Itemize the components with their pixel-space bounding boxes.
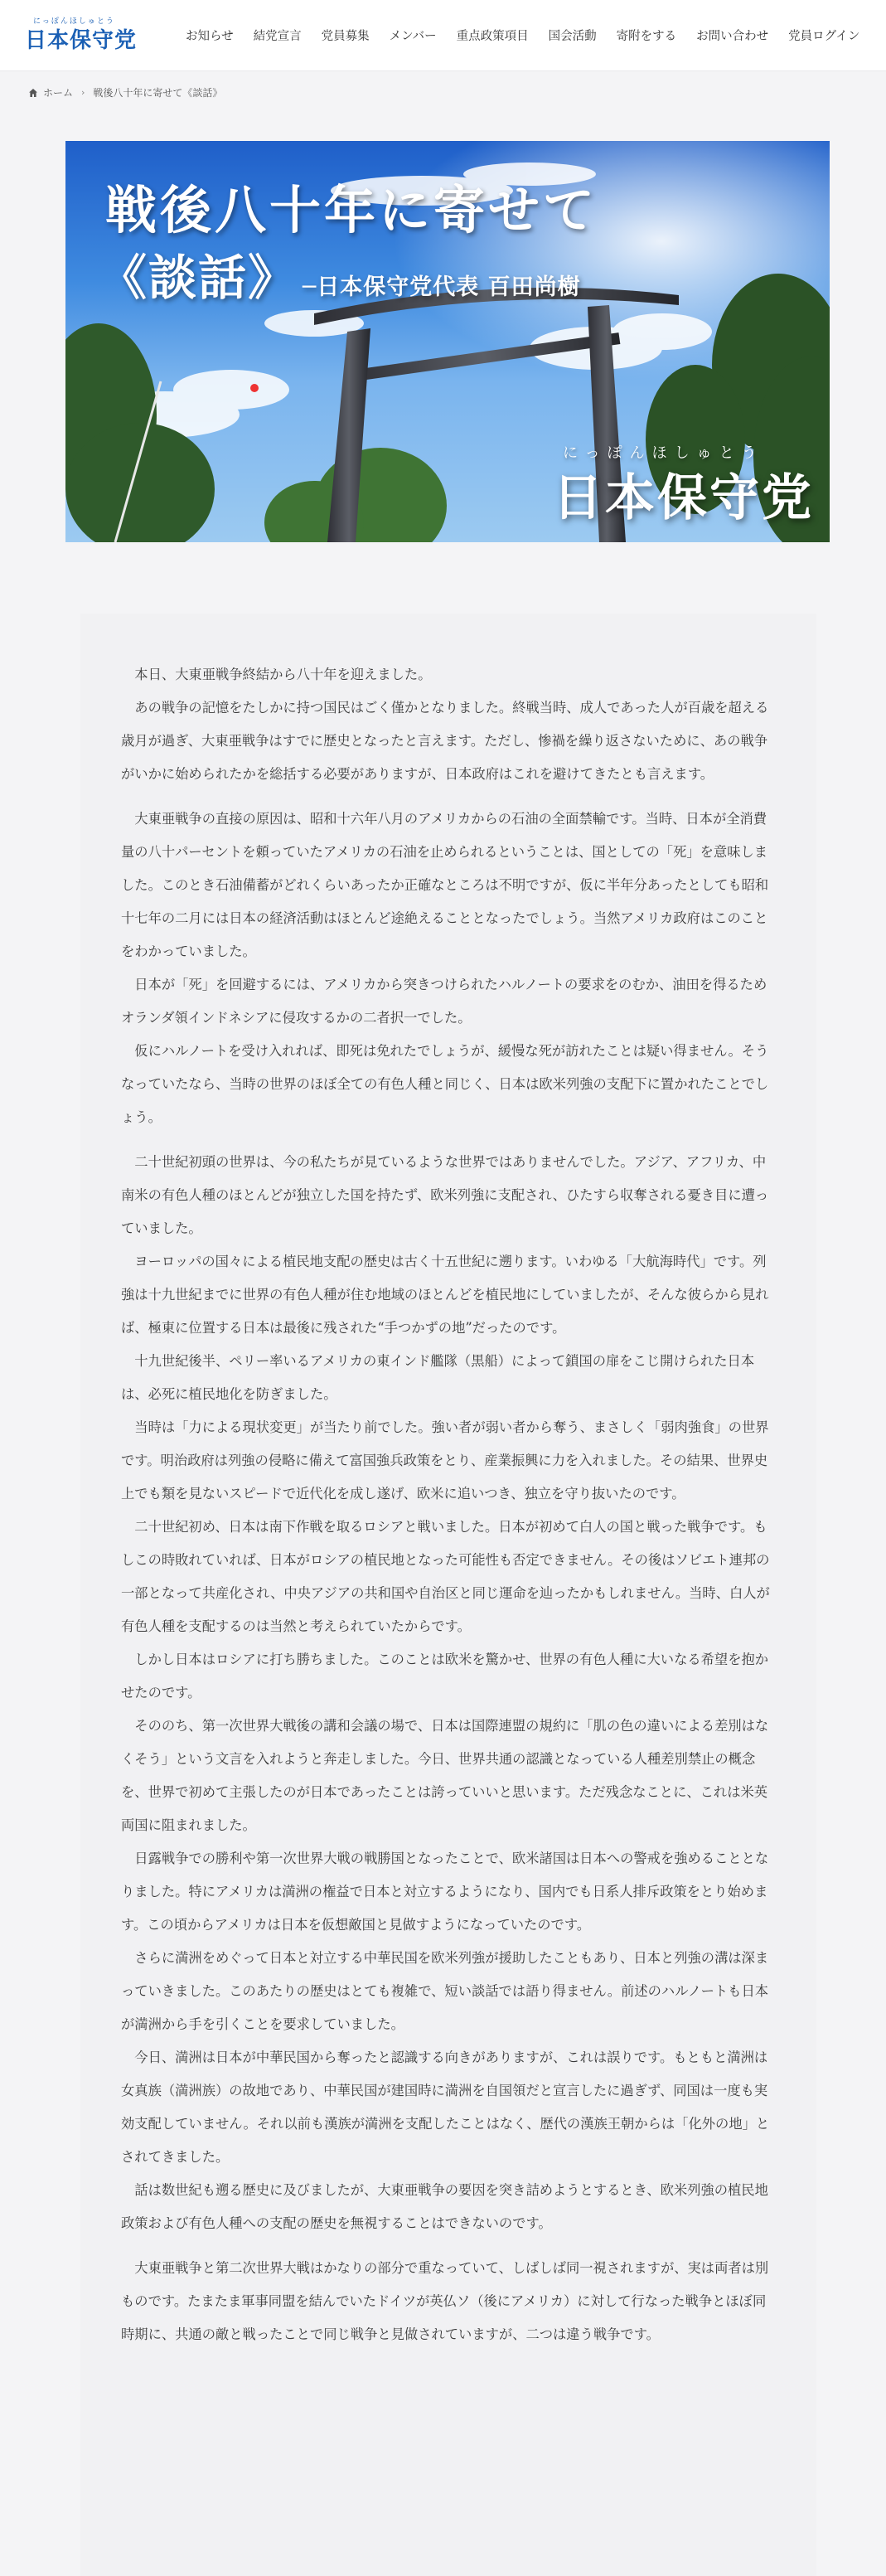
- paragraph-gap: [121, 2240, 776, 2252]
- hero-subtitle: [99, 239, 581, 308]
- article-paragraph: 大東亜戦争の直接の原因は、昭和十六年八月のアメリカからの石油の全面禁輸です。当時、日本が全消費量の八十パーセントを頼っていたアメリカの石油を止められるということは、国としての「死」を意味しました。このとき石油備蓄がどれくらいあったか正確なところは不明ですが、仮に半年分あったとしても昭和十七年の二月には日本の経済活動はほとんど途絶えることとなったでしょう。当然アメリカ政府はこのことをわかっていました。: [121, 811, 769, 959]
- nav-item-diet[interactable]: 国会活動: [548, 30, 597, 43]
- chevron-right-icon: ›: [81, 87, 85, 98]
- article-container: [80, 614, 816, 2576]
- breadcrumb: [28, 85, 222, 99]
- hero-subtitle-author: ─日本保守党代表 百田尚樹: [303, 274, 581, 300]
- article-paragraph: 今日、満洲は日本が中華民国から奪ったと認識する向きがありますが、これは誤りです。もともと満洲は女真族（満洲族）の故地であり、中華民国が建国時に満洲を自国領だと宣言したに過ぎず、同国は一度も実効支配していません。それ以前も漢族が満洲を支配したことはなく、歴代の漢族王朝からは「化外の地」とされてきました。: [121, 2050, 770, 2165]
- logo-text: 日本保守党: [25, 28, 138, 53]
- hero-brand: 日本保守党: [553, 469, 814, 527]
- hero-brand-ruby: にっぽんほしゅとう: [563, 444, 764, 462]
- hero-title: 戦後八十年に寄せて: [105, 180, 598, 240]
- article-paragraph: 大東亜戦争と第二次世界大戦はかなりの部分で重なっていて、しばしば同一視されますが、実は両者は別ものです。たまたま軍事同盟を結んでいたドイツが英仏ソ（後にアメリカ）に対して行なった戦争とほぼ同時期に、共通の敵と戦ったことで同じ戦争と見做されていますが、二つは違う戦争です。: [121, 2260, 769, 2342]
- nav-item-news[interactable]: お知らせ: [186, 30, 234, 43]
- article-paragraph: 本日、大東亜戦争終結から八十年を迎えました。: [134, 667, 432, 682]
- breadcrumb-home[interactable]: ホーム: [43, 87, 74, 99]
- main-nav: [176, 27, 869, 44]
- article-paragraph: さらに満洲をめぐって日本と対立する中華民国を欧米列強が援助したこともあり、日本と列強の溝は深まっていきました。このあたりの歴史はとても複雑で、短い談話では語り得ません。前述のハルノートも日本が満洲から手を引くことを要求していました。: [121, 1950, 769, 2032]
- breadcrumb-current: 戦後八十年に寄せて《談話》: [93, 87, 223, 99]
- hero-banner: [65, 141, 830, 542]
- nav-item-login[interactable]: 党員ログイン: [788, 30, 860, 43]
- article-paragraph: しかし日本はロシアに打ち勝ちました。このことは欧米を驚かせ、世界の有色人種に大いなる希望を抱かせたのです。: [121, 1652, 769, 1700]
- article-paragraph: 日本が「死」を回避するには、アメリカから突きつけられたハルノートの要求をのむか、油田を得るためオランダ領インドネシアに侵攻するかの二者択一でした。: [121, 977, 767, 1026]
- logo-ruby: にっぽんほしゅとう: [33, 17, 115, 26]
- article-paragraph: そののち、第一次世界大戦後の講和会議の場で、日本は国際連盟の規約に「肌の色の違いによる差別はなくそう」という文言を入れようと奔走しました。今日、世界共通の認識となっている人種差別禁止の概念を、世界で初めて主張したのが日本であったことは誇っていいと思います。ただ残念なことに、これは米英両国に阻まれました。: [121, 1718, 769, 1833]
- nav-item-members[interactable]: メンバー: [389, 30, 437, 43]
- article-paragraph: 十九世紀後半、ペリー率いるアメリカの東インド艦隊（黒船）によって鎖国の扉をこじ開けられた日本は、必死に植民地化を防ぎました。: [121, 1353, 755, 1402]
- site-header: [0, 0, 886, 71]
- article-body: [121, 658, 776, 2351]
- article-paragraph: 当時は「力による現状変更」が当たり前でした。強い者が弱い者から奪う、まさしく「弱肉強食」の世界です。明治政府は列強の侵略に備えて富国強兵政策をとり、産業振興に力を入れました。その結果、世界史上でも類を見ないスピードで近代化を成し遂げ、欧米に追いつき、独立を守り抜いたのです。: [121, 1419, 769, 1501]
- nav-item-policy[interactable]: 重点政策項目: [456, 30, 529, 43]
- hero-subtitle-main: 《談話》: [99, 250, 298, 306]
- nav-item-contact[interactable]: お問い合わせ: [696, 30, 769, 43]
- home-icon: [28, 88, 38, 98]
- article-paragraph: ヨーロッパの国々による植民地支配の歴史は古く十五世紀に遡ります。いわゆる「大航海時代」です。列強は十九世紀までに世界の有色人種が住む地域のほとんどを植民地にしていましたが、そんな彼らから見れば、極東に位置する日本は最後に残された“手つかずの地”だったのです。: [121, 1254, 769, 1336]
- site-logo[interactable]: [25, 15, 141, 53]
- nav-item-recruit[interactable]: 党員募集: [321, 30, 370, 43]
- article-paragraph: 仮にハルノートを受け入れれば、即死は免れたでしょうが、緩慢な死が訪れたことは疑い得ません。そうなっていたなら、当時の世界のほぼ全ての有色人種と同じく、日本は欧米列強の支配下に置かれたことでしょう。: [121, 1043, 769, 1125]
- paragraph-gap: [121, 1134, 776, 1146]
- article-paragraph: 二十世紀初め、日本は南下作戦を取るロシアと戦いました。日本が初めて白人の国と戦った戦争です。もしこの時敗れていれば、日本がロシアの植民地となった可能性も否定できません。その後はソビエト連邦の一部となって共産化され、中央アジアの共和国や自治区と同じ運命を辿ったかもしれません。当時、白人が有色人種を支配するのは当然と考えられていたからです。: [121, 1519, 770, 1634]
- article-paragraph: 話は数世紀も遡る歴史に及びましたが、大東亜戦争の要因を突き詰めようとするとき、欧米列強の植民地政策および有色人種への支配の歴史を無視することはできないのです。: [121, 2182, 768, 2231]
- article-paragraph: 日露戦争での勝利や第一次世界大戦の戦勝国となったことで、欧米諸国は日本への警戒を強めることとなりました。特にアメリカは満洲の権益で日本と対立するようになり、国内でも日系人排斥政策をとり始めます。この頃からアメリカは日本を仮想敵国と見做すようになっていたのです。: [121, 1851, 769, 1933]
- nav-item-declaration[interactable]: 結党宣言: [253, 30, 302, 43]
- article-paragraph: あの戦争の記憶をたしかに持つ国民はごく僅かとなりました。終戦当時、成人であった人が百歳を超える歳月が過ぎ、大東亜戦争はすでに歴史となったと言えます。ただし、惨禍を繰り返さないために、あの戦争がいかに始められたかを総括する必要がありますが、日本政府はこれを避けてきたとも言えます。: [121, 700, 769, 782]
- nav-item-donate[interactable]: 寄附をする: [616, 30, 677, 43]
- article-paragraph: 二十世紀初頭の世界は、今の私たちが見ているような世界ではありませんでした。アジア、アフリカ、中南米の有色人種のほとんどが独立した国を持たず、欧米列強に支配され、ひたすら収奪される憂き目に遭っていました。: [121, 1154, 769, 1236]
- paragraph-gap: [121, 791, 776, 803]
